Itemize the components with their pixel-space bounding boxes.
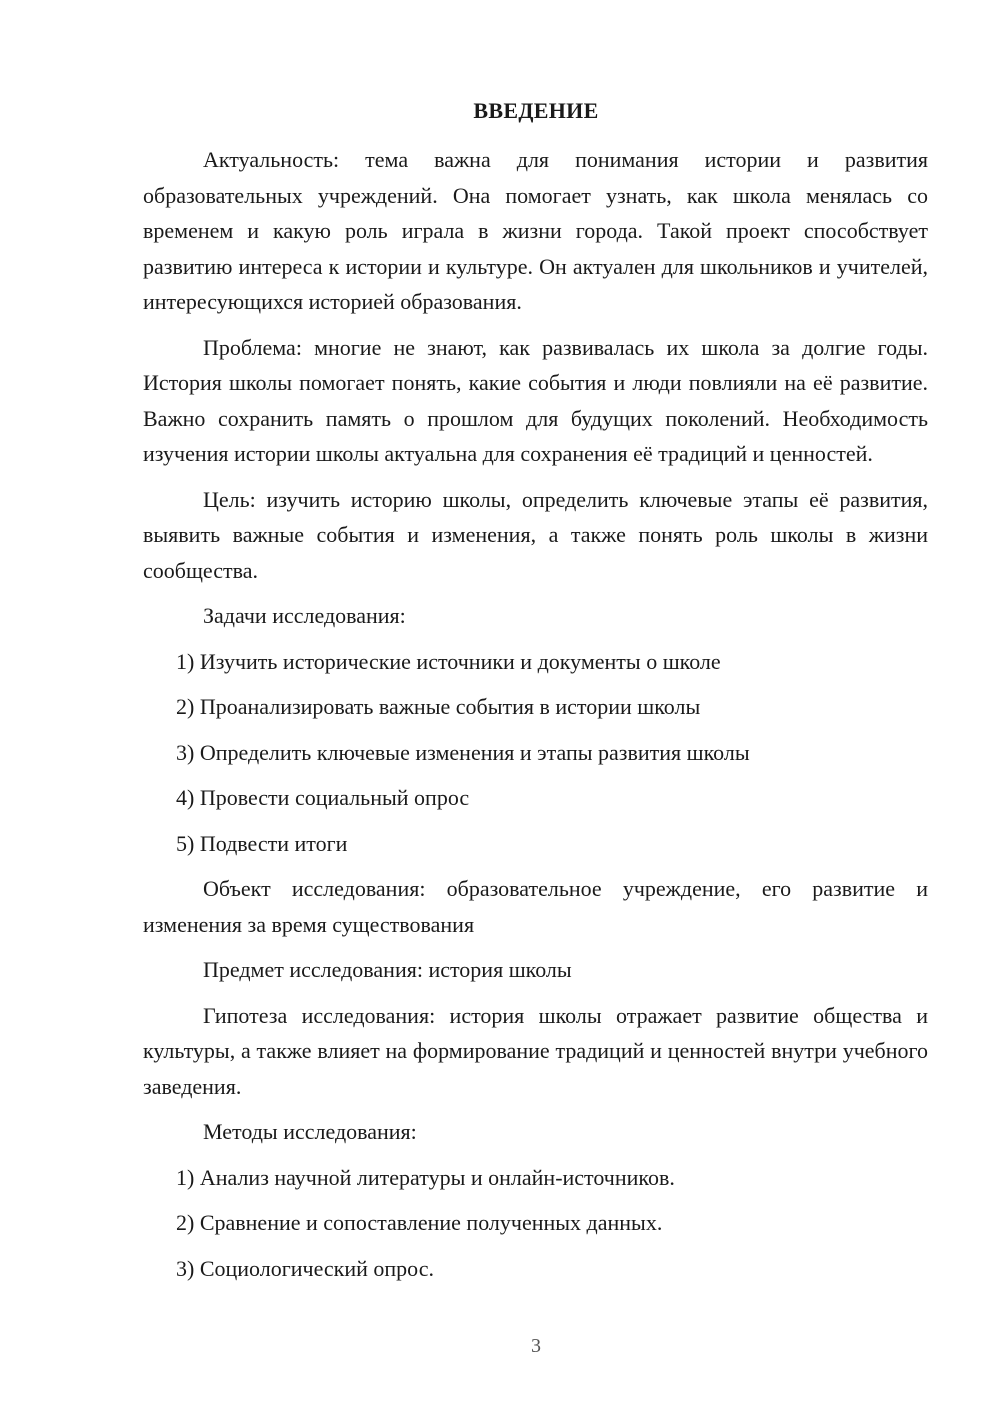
task-item: 5) Подвести итоги: [176, 830, 348, 856]
subject-paragraph: Предмет исследования: история школы: [203, 957, 572, 982]
method-item: 2) Сравнение и сопоставление полученных данных.: [176, 1210, 663, 1235]
tasks-heading: Задачи исследования:: [203, 603, 406, 628]
methods-heading: Методы исследования:: [203, 1119, 417, 1144]
task-item: 4) Провести социальный опрос: [176, 785, 470, 810]
page-title: ВВЕДЕНИЕ: [473, 98, 599, 123]
method-item: 3) Социологический опрос.: [176, 1255, 434, 1281]
object-paragraph: Объект исследования: образовательное учреждение, его развитие и изменения за время существования: [143, 876, 928, 937]
task-item: 2) Проанализировать важные события в истории школы: [176, 694, 701, 719]
relevance-paragraph: Актуальность: тема важна для понимания истории и развития образовательных учреждений. Она помогает узнать, как школа менялась со временем и какую роль играла в жизни города. Такой проект способствует развитию интереса к истории и культуре. Он актуален для школьников и учителей, интересующихся историей образования.: [143, 147, 928, 314]
method-item: 1) Анализ научной литературы и онлайн-источников.: [176, 1164, 675, 1190]
hypothesis-paragraph: Гипотеза исследования: история школы отражает развитие общества и культуры, а также влияет на формирование традиций и ценностей внутри учебного заведения.: [143, 1002, 928, 1099]
page-content: [143, 142, 928, 1296]
problem-paragraph: Проблема: многие не знают, как развивалась их школа за долгие годы. История школы помогает понять, какие события и люди повлияли на её развитие. Важно сохранить память о прошлом для будущих поколений. Необходимость изучения истории школы актуальна для сохранения её традиций и ценностей.: [143, 334, 928, 466]
task-item: 3) Определить ключевые изменения и этапы развития школы: [176, 739, 750, 765]
goal-paragraph: Цель: изучить историю школы, определить ключевые этапы её развития, выявить важные события и изменения, а также понять роль школы в жизни сообщества.: [143, 486, 928, 583]
page-number: 3: [531, 1335, 541, 1357]
task-item: 1) Изучить исторические источники и документы о школе: [176, 648, 721, 674]
